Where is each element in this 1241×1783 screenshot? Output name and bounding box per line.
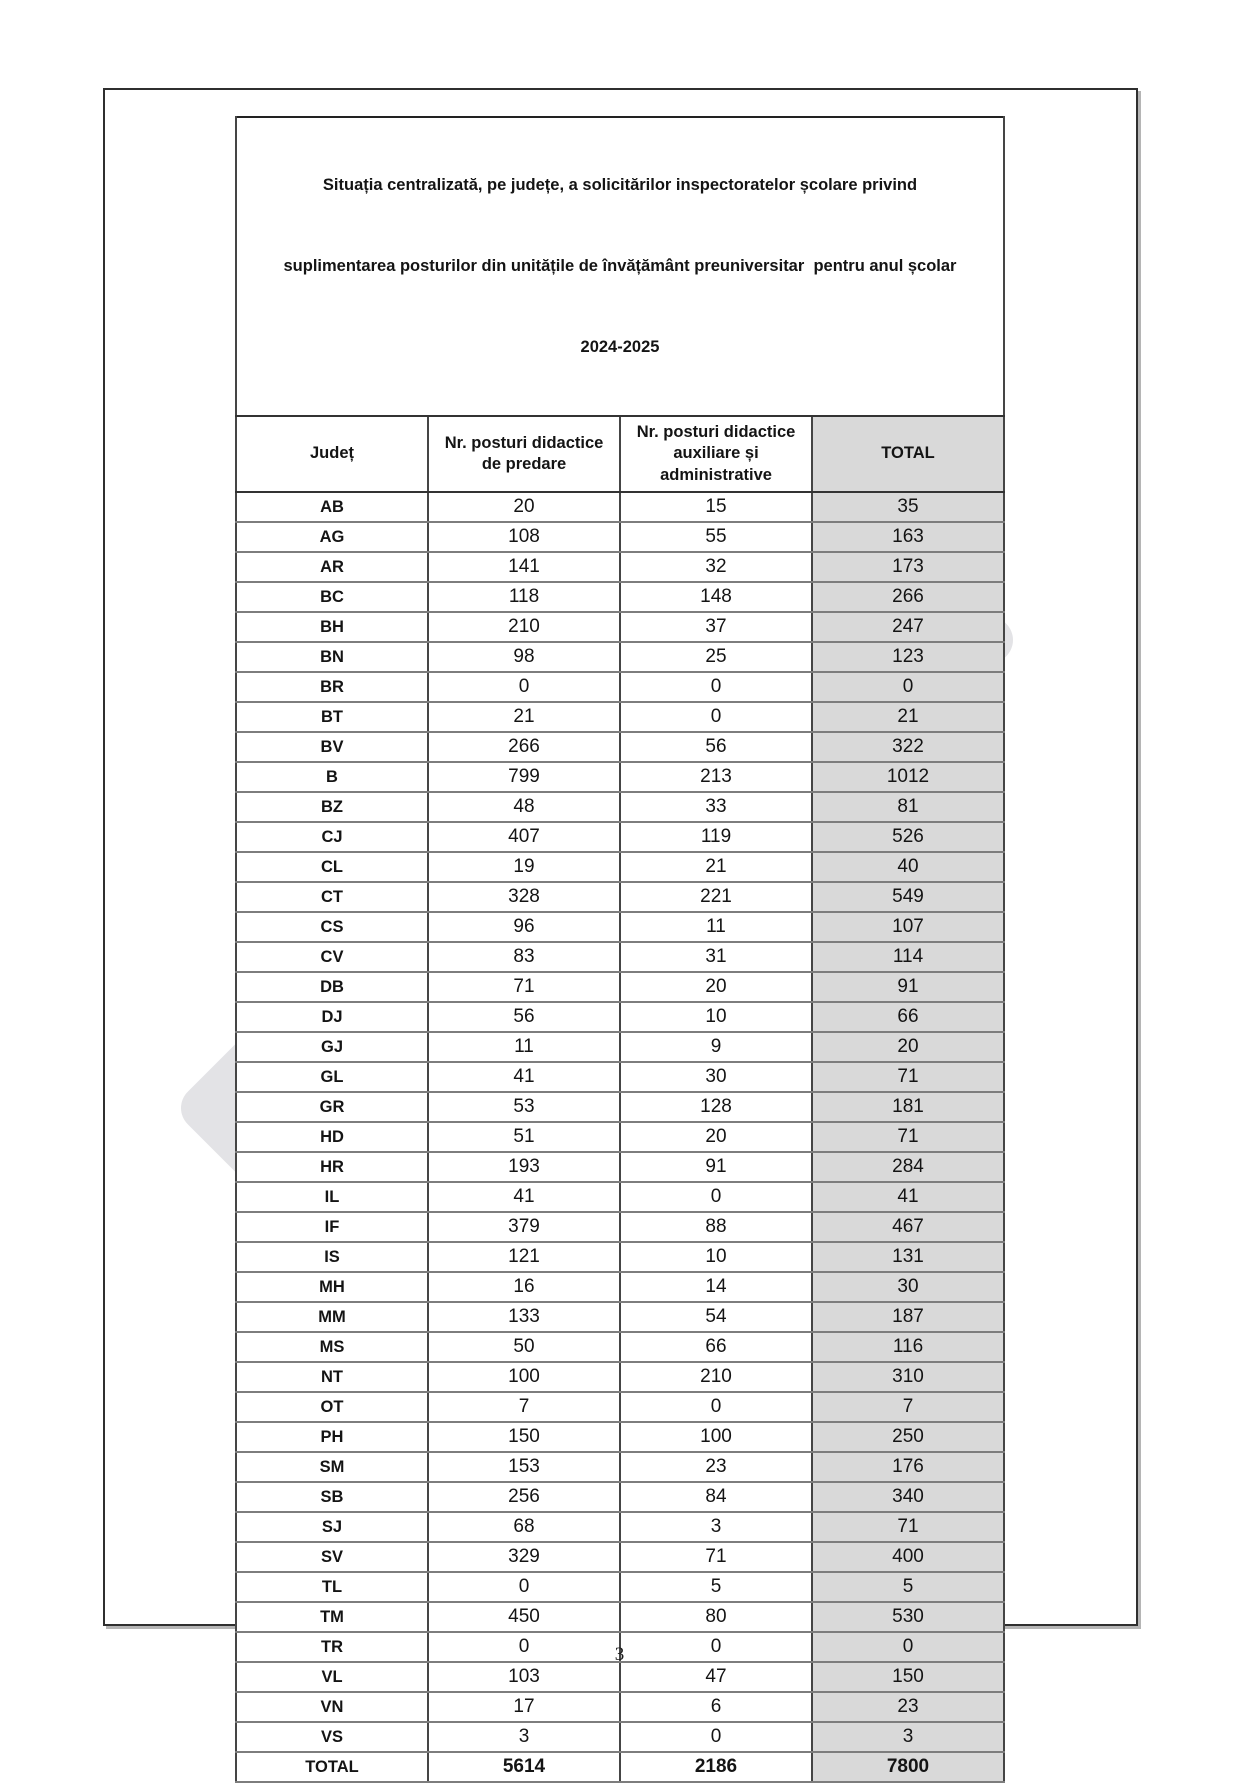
total-cell: 530 <box>812 1602 1004 1632</box>
total-cell: 340 <box>812 1482 1004 1512</box>
county-code-cell: TOTAL <box>236 1752 428 1782</box>
county-code-cell: CS <box>236 912 428 942</box>
teaching-posts-cell: 450 <box>428 1602 620 1632</box>
county-code-cell: MS <box>236 1332 428 1362</box>
auxiliary-posts-cell: 11 <box>620 912 812 942</box>
total-cell: 322 <box>812 732 1004 762</box>
teaching-posts-cell: 17 <box>428 1692 620 1722</box>
teaching-posts-cell: 5614 <box>428 1752 620 1782</box>
auxiliary-posts-cell: 0 <box>620 672 812 702</box>
table-row <box>236 582 1004 612</box>
auxiliary-posts-cell: 56 <box>620 732 812 762</box>
teaching-posts-cell: 108 <box>428 522 620 552</box>
total-cell: 187 <box>812 1302 1004 1332</box>
table-row <box>236 852 1004 882</box>
auxiliary-posts-cell: 14 <box>620 1272 812 1302</box>
county-code-cell: AB <box>236 492 428 522</box>
county-code-cell: NT <box>236 1362 428 1392</box>
total-cell: 247 <box>812 612 1004 642</box>
teaching-posts-cell: 133 <box>428 1302 620 1332</box>
table-row <box>236 702 1004 732</box>
auxiliary-posts-cell: 0 <box>620 1392 812 1422</box>
county-code-cell: IF <box>236 1212 428 1242</box>
county-code-cell: VN <box>236 1692 428 1722</box>
table-row <box>236 1512 1004 1542</box>
total-cell: 176 <box>812 1452 1004 1482</box>
county-code-cell: GL <box>236 1062 428 1092</box>
auxiliary-posts-cell: 66 <box>620 1332 812 1362</box>
table-row <box>236 732 1004 762</box>
auxiliary-posts-cell: 30 <box>620 1062 812 1092</box>
table-row <box>236 612 1004 642</box>
table-row <box>236 1122 1004 1152</box>
teaching-posts-cell: 153 <box>428 1452 620 1482</box>
teaching-posts-cell: 98 <box>428 642 620 672</box>
total-cell: 23 <box>812 1692 1004 1722</box>
total-cell: 250 <box>812 1422 1004 1452</box>
auxiliary-posts-cell: 71 <box>620 1542 812 1572</box>
county-code-cell: PH <box>236 1422 428 1452</box>
auxiliary-posts-cell: 119 <box>620 822 812 852</box>
table-row <box>236 822 1004 852</box>
total-cell: 0 <box>812 672 1004 702</box>
table-row <box>236 1302 1004 1332</box>
auxiliary-posts-cell: 32 <box>620 552 812 582</box>
county-code-cell: SB <box>236 1482 428 1512</box>
table-row <box>236 1002 1004 1032</box>
county-code-cell: MH <box>236 1272 428 1302</box>
teaching-posts-cell: 68 <box>428 1512 620 1542</box>
total-cell: 266 <box>812 582 1004 612</box>
auxiliary-posts-cell: 9 <box>620 1032 812 1062</box>
teaching-posts-cell: 48 <box>428 792 620 822</box>
table-row <box>236 1392 1004 1422</box>
teaching-posts-cell: 71 <box>428 972 620 1002</box>
county-code-cell: VL <box>236 1662 428 1692</box>
teaching-posts-cell: 256 <box>428 1482 620 1512</box>
teaching-posts-cell: 51 <box>428 1122 620 1152</box>
table-row <box>236 1452 1004 1482</box>
column-header-posturi-predare: Nr. posturi didactice de predare <box>428 416 620 492</box>
county-code-cell: HD <box>236 1122 428 1152</box>
county-code-cell: BC <box>236 582 428 612</box>
auxiliary-posts-cell: 0 <box>620 702 812 732</box>
table-row <box>236 1602 1004 1632</box>
county-code-cell: TM <box>236 1602 428 1632</box>
county-table <box>235 116 1005 1783</box>
table-header-row <box>236 416 1004 492</box>
teaching-posts-cell: 41 <box>428 1182 620 1212</box>
table-row <box>236 1242 1004 1272</box>
teaching-posts-cell: 19 <box>428 852 620 882</box>
county-code-cell: IS <box>236 1242 428 1272</box>
county-code-cell: BR <box>236 672 428 702</box>
county-code-cell: BT <box>236 702 428 732</box>
teaching-posts-cell: 100 <box>428 1362 620 1392</box>
total-cell: 21 <box>812 702 1004 732</box>
total-cell: 66 <box>812 1002 1004 1032</box>
auxiliary-posts-cell: 2186 <box>620 1752 812 1782</box>
table-row <box>236 522 1004 552</box>
county-code-cell: DB <box>236 972 428 1002</box>
county-code-cell: SM <box>236 1452 428 1482</box>
teaching-posts-cell: 210 <box>428 612 620 642</box>
county-table-body <box>236 117 1004 1782</box>
auxiliary-posts-cell: 25 <box>620 642 812 672</box>
teaching-posts-cell: 379 <box>428 1212 620 1242</box>
total-cell: 467 <box>812 1212 1004 1242</box>
total-cell: 131 <box>812 1242 1004 1272</box>
county-code-cell: AG <box>236 522 428 552</box>
teaching-posts-cell: 7 <box>428 1392 620 1422</box>
auxiliary-posts-cell: 88 <box>620 1212 812 1242</box>
column-header-judet: Județ <box>236 416 428 492</box>
table-row <box>236 1092 1004 1122</box>
teaching-posts-cell: 16 <box>428 1272 620 1302</box>
teaching-posts-cell: 50 <box>428 1332 620 1362</box>
table-row <box>236 1422 1004 1452</box>
table-row <box>236 1662 1004 1692</box>
auxiliary-posts-cell: 100 <box>620 1422 812 1452</box>
county-code-cell: BN <box>236 642 428 672</box>
teaching-posts-cell: 21 <box>428 702 620 732</box>
teaching-posts-cell: 0 <box>428 1572 620 1602</box>
county-code-cell: AR <box>236 552 428 582</box>
table-row <box>236 1542 1004 1572</box>
teaching-posts-cell: 53 <box>428 1092 620 1122</box>
total-cell: 81 <box>812 792 1004 822</box>
total-cell: 123 <box>812 642 1004 672</box>
auxiliary-posts-cell: 37 <box>620 612 812 642</box>
total-cell: 150 <box>812 1662 1004 1692</box>
county-code-cell: VS <box>236 1722 428 1752</box>
table-title-line-3: 2024-2025 <box>580 338 660 356</box>
county-code-cell: TR <box>236 1632 428 1662</box>
column-header-total: TOTAL <box>812 416 1004 492</box>
total-cell: 30 <box>812 1272 1004 1302</box>
total-cell: 20 <box>812 1032 1004 1062</box>
auxiliary-posts-cell: 20 <box>620 1122 812 1152</box>
county-code-cell: MM <box>236 1302 428 1332</box>
table-row <box>236 672 1004 702</box>
table-row <box>236 1212 1004 1242</box>
auxiliary-posts-cell: 31 <box>620 942 812 972</box>
table-row <box>236 942 1004 972</box>
table-row <box>236 1362 1004 1392</box>
auxiliary-posts-cell: 84 <box>620 1482 812 1512</box>
county-code-cell: GJ <box>236 1032 428 1062</box>
table-row <box>236 1692 1004 1722</box>
teaching-posts-cell: 266 <box>428 732 620 762</box>
county-code-cell: SJ <box>236 1512 428 1542</box>
total-cell: 181 <box>812 1092 1004 1122</box>
auxiliary-posts-cell: 21 <box>620 852 812 882</box>
auxiliary-posts-cell: 55 <box>620 522 812 552</box>
table-row <box>236 642 1004 672</box>
total-cell: 173 <box>812 552 1004 582</box>
auxiliary-posts-cell: 33 <box>620 792 812 822</box>
teaching-posts-cell: 328 <box>428 882 620 912</box>
county-code-cell: BZ <box>236 792 428 822</box>
teaching-posts-cell: 96 <box>428 912 620 942</box>
total-cell: 163 <box>812 522 1004 552</box>
auxiliary-posts-cell: 91 <box>620 1152 812 1182</box>
teaching-posts-cell: 193 <box>428 1152 620 1182</box>
auxiliary-posts-cell: 10 <box>620 1002 812 1032</box>
county-code-cell: CL <box>236 852 428 882</box>
table-title-line-1: Situația centralizată, pe județe, a solicitărilor inspectoratelor școlare privind <box>322 176 918 194</box>
county-code-cell: CT <box>236 882 428 912</box>
table-row <box>236 972 1004 1002</box>
auxiliary-posts-cell: 221 <box>620 882 812 912</box>
total-cell: 71 <box>812 1512 1004 1542</box>
total-cell: 1012 <box>812 762 1004 792</box>
county-code-cell: CV <box>236 942 428 972</box>
teaching-posts-cell: 799 <box>428 762 620 792</box>
table-title <box>236 117 1004 416</box>
county-code-cell: SV <box>236 1542 428 1572</box>
auxiliary-posts-cell: 23 <box>620 1452 812 1482</box>
auxiliary-posts-cell: 5 <box>620 1572 812 1602</box>
page-number: 3 <box>614 1644 625 1665</box>
total-cell: 71 <box>812 1122 1004 1152</box>
auxiliary-posts-cell: 6 <box>620 1692 812 1722</box>
teaching-posts-cell: 0 <box>428 672 620 702</box>
total-cell: 40 <box>812 852 1004 882</box>
teaching-posts-cell: 118 <box>428 582 620 612</box>
teaching-posts-cell: 56 <box>428 1002 620 1032</box>
total-cell: 114 <box>812 942 1004 972</box>
county-code-cell: BH <box>236 612 428 642</box>
table-title-row <box>236 117 1004 416</box>
auxiliary-posts-cell: 20 <box>620 972 812 1002</box>
total-cell: 7 <box>812 1392 1004 1422</box>
table-title-line-2: suplimentarea posturilor din unitățile de învățământ preuniversitar pentru anul școlar <box>283 257 957 275</box>
auxiliary-posts-cell: 10 <box>620 1242 812 1272</box>
table-row <box>236 1572 1004 1602</box>
total-cell: 116 <box>812 1332 1004 1362</box>
table-row <box>236 1752 1004 1782</box>
auxiliary-posts-cell: 128 <box>620 1092 812 1122</box>
total-cell: 284 <box>812 1152 1004 1182</box>
teaching-posts-cell: 41 <box>428 1062 620 1092</box>
table-row <box>236 1182 1004 1212</box>
table-row <box>236 882 1004 912</box>
teaching-posts-cell: 103 <box>428 1662 620 1692</box>
teaching-posts-cell: 141 <box>428 552 620 582</box>
county-code-cell: BV <box>236 732 428 762</box>
table-row <box>236 1062 1004 1092</box>
table-row <box>236 1332 1004 1362</box>
total-cell: 35 <box>812 492 1004 522</box>
table-row <box>236 1032 1004 1062</box>
auxiliary-posts-cell: 3 <box>620 1512 812 1542</box>
table-row <box>236 1722 1004 1752</box>
total-cell: 71 <box>812 1062 1004 1092</box>
auxiliary-posts-cell: 148 <box>620 582 812 612</box>
auxiliary-posts-cell: 54 <box>620 1302 812 1332</box>
total-cell: 5 <box>812 1572 1004 1602</box>
total-cell: 3 <box>812 1722 1004 1752</box>
column-header-posturi-auxiliare: Nr. posturi didactice auxiliare și administrative <box>620 416 812 492</box>
teaching-posts-cell: 150 <box>428 1422 620 1452</box>
teaching-posts-cell: 3 <box>428 1722 620 1752</box>
county-code-cell: OT <box>236 1392 428 1422</box>
total-cell: 549 <box>812 882 1004 912</box>
table-row <box>236 912 1004 942</box>
teaching-posts-cell: 11 <box>428 1032 620 1062</box>
auxiliary-posts-cell: 213 <box>620 762 812 792</box>
teaching-posts-cell: 407 <box>428 822 620 852</box>
total-cell: 526 <box>812 822 1004 852</box>
total-cell: 41 <box>812 1182 1004 1212</box>
county-code-cell: CJ <box>236 822 428 852</box>
table-row <box>236 762 1004 792</box>
teaching-posts-cell: 329 <box>428 1542 620 1572</box>
table-row <box>236 492 1004 522</box>
auxiliary-posts-cell: 0 <box>620 1632 812 1662</box>
auxiliary-posts-cell: 15 <box>620 492 812 522</box>
county-code-cell: GR <box>236 1092 428 1122</box>
total-cell: 91 <box>812 972 1004 1002</box>
county-code-cell: HR <box>236 1152 428 1182</box>
teaching-posts-cell: 121 <box>428 1242 620 1272</box>
total-cell: 7800 <box>812 1752 1004 1782</box>
table-row <box>236 1482 1004 1512</box>
auxiliary-posts-cell: 80 <box>620 1602 812 1632</box>
total-cell: 0 <box>812 1632 1004 1662</box>
table-row <box>236 552 1004 582</box>
teaching-posts-cell: 83 <box>428 942 620 972</box>
table-row <box>236 1272 1004 1302</box>
total-cell: 310 <box>812 1362 1004 1392</box>
total-cell: 107 <box>812 912 1004 942</box>
auxiliary-posts-cell: 0 <box>620 1722 812 1752</box>
auxiliary-posts-cell: 47 <box>620 1662 812 1692</box>
county-code-cell: B <box>236 762 428 792</box>
total-cell: 400 <box>812 1542 1004 1572</box>
teaching-posts-cell: 0 <box>428 1632 620 1662</box>
auxiliary-posts-cell: 0 <box>620 1182 812 1212</box>
auxiliary-posts-cell: 210 <box>620 1362 812 1392</box>
county-code-cell: TL <box>236 1572 428 1602</box>
table-row <box>236 1152 1004 1182</box>
table-row <box>236 792 1004 822</box>
county-code-cell: IL <box>236 1182 428 1212</box>
county-code-cell: DJ <box>236 1002 428 1032</box>
teaching-posts-cell: 20 <box>428 492 620 522</box>
